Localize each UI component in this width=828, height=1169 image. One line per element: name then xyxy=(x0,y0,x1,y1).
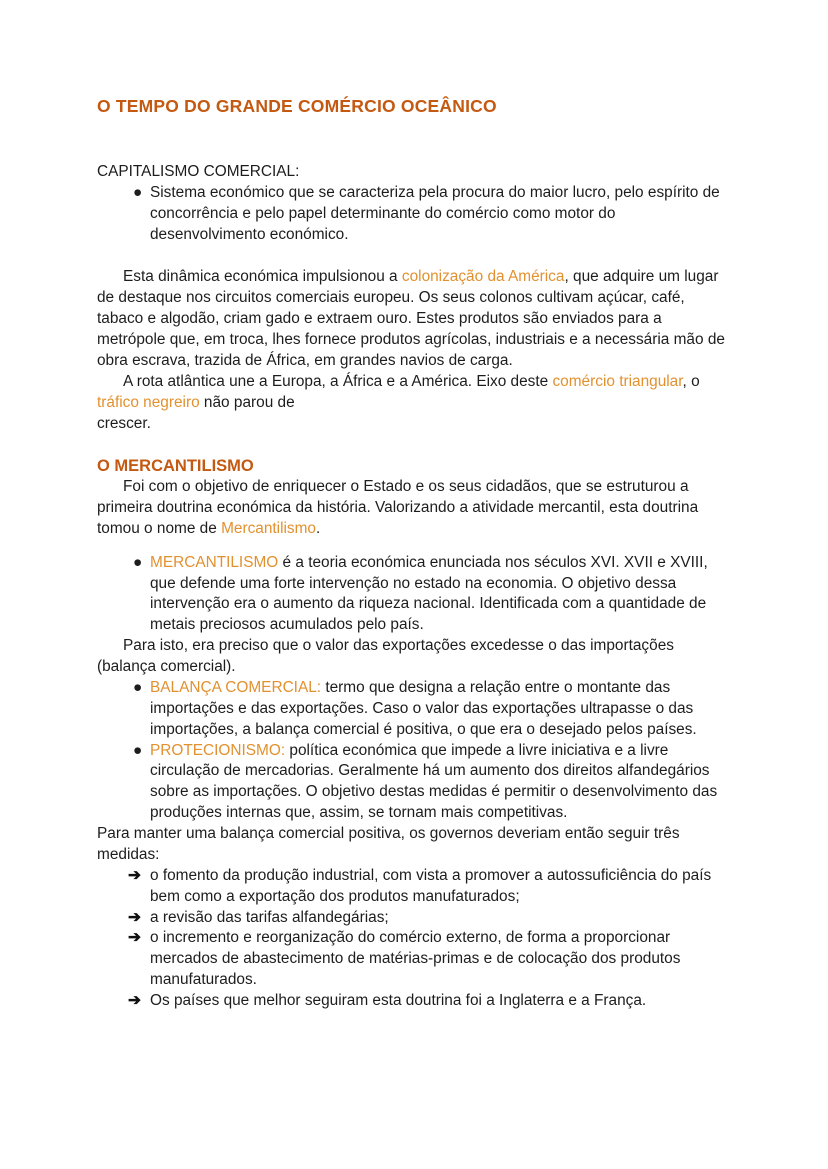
paragraph-segment: , o xyxy=(682,372,700,390)
list-item-text: o fomento da produção industrial, com vista a promover a autossuficiência do país bem como a exportação dos produtos manufaturados; xyxy=(150,866,712,905)
highlight-colonizacao-da-america: colonização da América xyxy=(401,268,565,286)
highlight-comercio-triangular: comércio triangular xyxy=(552,372,683,390)
paragraph-rota-atlantica xyxy=(97,372,731,435)
page-title: O TEMPO DO GRANDE COMÉRCIO OCEÂNICO xyxy=(97,96,497,116)
highlight-mercantilismo: Mercantilismo xyxy=(221,519,316,537)
list-item-text: Sistema económico que se caracteriza pela procura do maior lucro, pelo espírito de concorrência e pelo papel determinante do comércio como motor do desenvolvimento económico. xyxy=(150,183,720,243)
capitalismo-bullet-list xyxy=(97,183,731,246)
paragraph-para-manter: Para manter uma balança comercial positiva, os governos deveriam então seguir três medidas: xyxy=(97,825,680,863)
definition-body: é a teoria económica enunciada nos séculos XVI. XVII e XVIII, que defende uma forte intervenção no estado na economia. O objetivo dessa intervenção era o aumento da riqueza nacional. Identificada com a quantidade de metais preciosos acumulados pelo país. xyxy=(150,553,708,634)
paragraph-segment: Esta dinâmica económica impulsionou a xyxy=(123,268,402,286)
list-item xyxy=(97,928,731,991)
definition-term: PROTECIONISMO: xyxy=(150,741,286,759)
list-item xyxy=(97,908,731,929)
list-item xyxy=(97,866,731,908)
document-content xyxy=(97,96,731,1012)
list-item xyxy=(97,553,731,637)
paragraph-segment: não parou de xyxy=(199,393,295,411)
paragraph-colonizacao xyxy=(97,267,731,371)
arrow-right-icon: ➔ xyxy=(128,929,141,947)
measures-list xyxy=(97,866,731,1012)
paragraph-segment: A rota atlântica une a Europa, a África e a América. Eixo deste xyxy=(123,372,553,390)
definition-term: BALANÇA COMERCIAL: xyxy=(150,678,322,696)
spacer xyxy=(97,540,731,553)
list-item xyxy=(97,183,731,246)
arrow-right-icon: ➔ xyxy=(128,992,141,1009)
arrow-right-icon: ➔ xyxy=(128,866,141,884)
definition-term: MERCANTILISMO xyxy=(150,553,279,571)
definition-body: termo que designa a relação entre o montante das importações e das exportações. Caso o valor das exportações ultrapasse o das importações, a balança comercial é positiva, o que era o desejado pelos países. xyxy=(150,678,697,738)
paragraph-segment: , que adquire um lugar de destaque nos circuitos comerciais europeu. Os seus colonos cultivam açúcar, café, tabaco e algodão, criam gado e extraem ouro. Estes produtos são enviados para a metrópole que, em troca, lhes fornece produtos agrícolas, industriais e a necessária mão de obra escrava, trazida de África, em grandes navios de carga. xyxy=(97,268,725,369)
highlight-trafico-negreiro: tráfico negreiro xyxy=(97,393,200,411)
list-item xyxy=(97,991,731,1012)
paragraph-segment: . xyxy=(316,519,321,537)
bullet-icon: ● xyxy=(133,678,143,696)
definition-list-balanca-protecionismo xyxy=(97,678,731,824)
paragraph-segment: Foi com o objetivo de enriquecer o Estado e os seus cidadãos, que se estruturou a primeira doutrina económica da história. Valorizando a atividade mercantil, esta doutrina tomou o nome de xyxy=(97,478,699,537)
list-item xyxy=(97,678,731,741)
list-item-text: Os países que melhor seguiram esta doutrina foi a Inglaterra e a França. xyxy=(150,992,647,1009)
spacer xyxy=(97,118,731,162)
bullet-icon: ● xyxy=(133,183,143,201)
bullet-icon: ● xyxy=(133,553,143,571)
definition-list-mercantilismo xyxy=(97,553,731,637)
list-item xyxy=(97,741,731,825)
definition-body: política económica que impede a livre iniciativa e a livre circulação de mercadorias. Geralmente há um aumento dos direitos alfandegários sobre as importações. O objetivo destas medidas é permitir o desenvolvimento das produções internas que, assim, se tornam mais competitivas. xyxy=(150,741,718,822)
capitalismo-label: CAPITALISMO COMERCIAL: xyxy=(97,162,300,180)
list-item-text: a revisão das tarifas alfandegárias; xyxy=(150,908,389,926)
arrow-right-icon: ➔ xyxy=(128,908,141,926)
spacer xyxy=(97,434,731,456)
list-item-text: o incremento e reorganização do comércio externo, de forma a proporcionar mercados de abastecimento de matérias-primas e de colocação dos produtos manufaturados. xyxy=(150,929,681,989)
bullet-icon: ● xyxy=(133,741,143,759)
paragraph-para-isto: Para isto, era preciso que o valor das exportações excedesse o das importações (balança comercial). xyxy=(97,637,674,675)
paragraph-segment-crescer: crescer. xyxy=(97,414,151,432)
section-title-mercantilismo: O MERCANTILISMO xyxy=(97,457,254,476)
spacer xyxy=(97,245,731,267)
paragraph-mercantilismo-intro xyxy=(97,477,731,540)
